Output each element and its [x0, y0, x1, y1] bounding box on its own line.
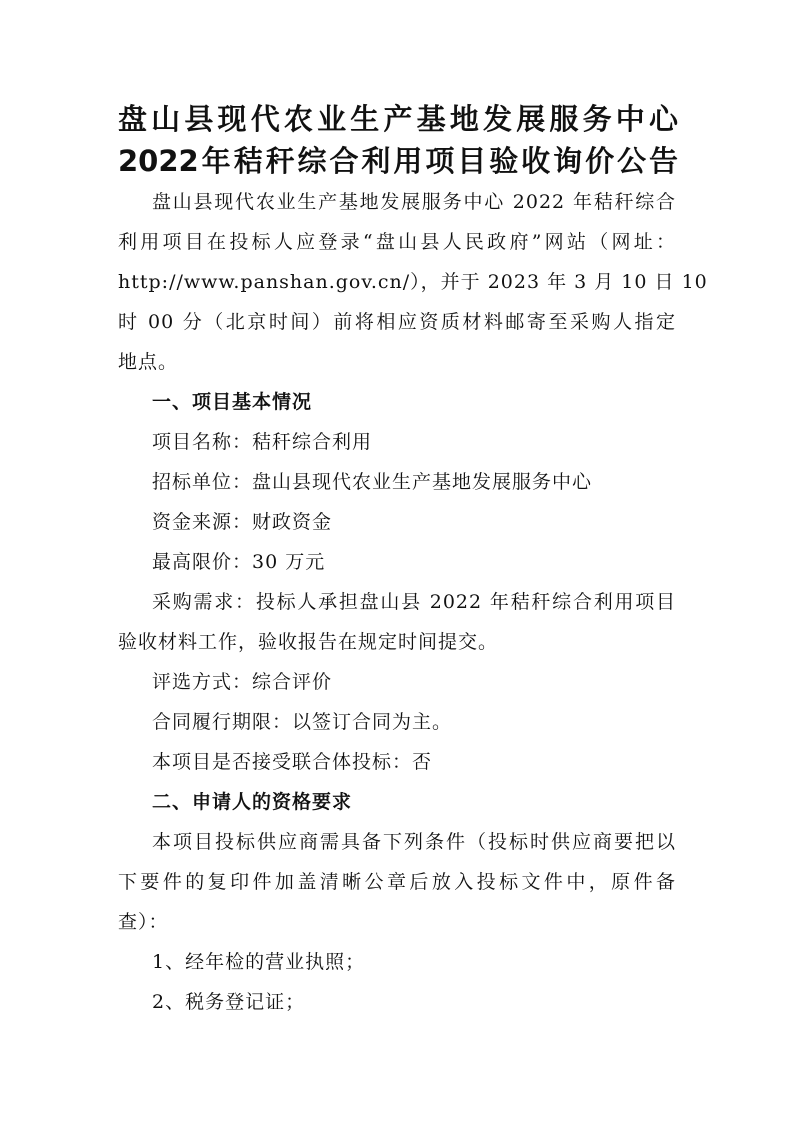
intro-line-1: 盘山县现代农业生产基地发展服务中心 2022 年秸秆综合: [152, 191, 676, 213]
selection-method: 评选方式：综合评价: [152, 671, 333, 693]
project-name: 项目名称：秸秆综合利用: [152, 431, 373, 453]
fund-source: 资金来源：财政资金: [152, 511, 333, 533]
requirement-item-1: 1、经年检的营业执照；: [152, 951, 366, 973]
intro-line-4: 时 00 分（北京时间）前将相应资质材料邮寄至采购人指定: [118, 311, 676, 333]
requirement-item-2: 2、税务登记证；: [152, 991, 306, 1013]
title-line-1: 盘山县现代农业生产基地发展服务中心: [118, 102, 678, 136]
demand-line-1: 采购需求：投标人承担盘山县 2022 年秸秆综合利用项目: [152, 591, 676, 613]
qualification-line-1: 本项目投标供应商需具备下列条件（投标时供应商要把以: [152, 831, 676, 853]
demand-line-2: 验收材料工作，验收报告在规定时间提交。: [118, 631, 499, 653]
tender-unit: 招标单位：盘山县现代农业生产基地发展服务中心: [152, 471, 593, 493]
section-1-heading: 一、项目基本情况: [152, 391, 313, 413]
section-2-heading: 二、申请人的资格要求: [152, 791, 353, 813]
consortium-bid: 本项目是否接受联合体投标：否: [152, 751, 433, 773]
intro-line-5: 地点。: [118, 351, 179, 373]
intro-line-3: http://www.panshan.gov.cn/），并于 2023 年 3 月 10 日 10: [118, 271, 708, 293]
qualification-line-2: 下要件的复印件加盖清晰公章后放入投标文件中，原件备: [118, 871, 676, 893]
contract-period: 合同履行期限：以签订合同为主。: [152, 711, 453, 733]
intro-line-2: 利用项目在投标人应登录“盘山县人民政府”网站（网址：: [118, 231, 676, 253]
max-price: 最高限价：30 万元: [152, 551, 326, 573]
title-line-2: 2022年秸秆综合利用项目验收询价公告: [118, 144, 678, 178]
qualification-line-3: 查）：: [118, 911, 169, 933]
